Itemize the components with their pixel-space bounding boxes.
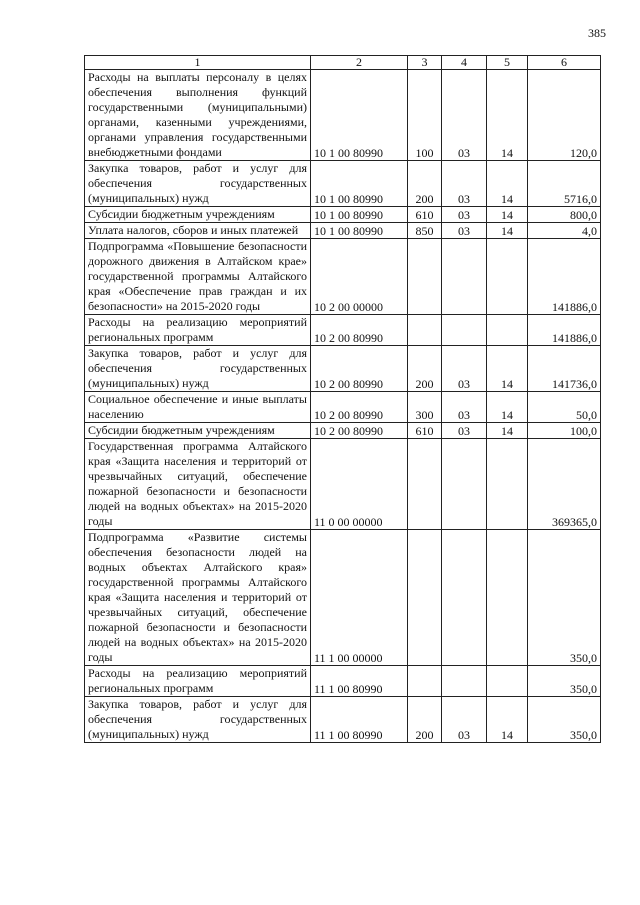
row-amount: 350,0: [528, 697, 601, 743]
row-name: Расходы на реализацию мероприятий региональных программ: [85, 315, 311, 346]
row-expense-type: [408, 439, 442, 530]
table-row: [85, 207, 601, 223]
row-subsection: 14: [487, 161, 528, 207]
header-col-3: 3: [408, 56, 442, 70]
row-name: Подпрограмма «Повышение безопасности дорожного движения в Алтайском крае» государственной программы Алтайского края «Обеспечение прав граждан и их безопасности» на 2015-2020 годы: [85, 239, 311, 315]
row-amount: 5716,0: [528, 161, 601, 207]
row-code: 10 1 00 80990: [311, 70, 408, 161]
row-code: 10 1 00 80990: [311, 207, 408, 223]
table-row: [85, 697, 601, 743]
row-expense-type: 200: [408, 697, 442, 743]
row-section: [442, 439, 487, 530]
table-row: [85, 315, 601, 346]
row-code: 10 2 00 00000: [311, 239, 408, 315]
row-expense-type: 850: [408, 223, 442, 239]
row-amount: 120,0: [528, 70, 601, 161]
header-col-5: 5: [487, 56, 528, 70]
table-row: [85, 239, 601, 315]
row-section: 03: [442, 207, 487, 223]
row-subsection: 14: [487, 207, 528, 223]
row-amount: 141886,0: [528, 315, 601, 346]
row-code: 10 1 00 80990: [311, 223, 408, 239]
row-name: Уплата налогов, сборов и иных платежей: [85, 223, 311, 239]
row-expense-type: [408, 530, 442, 666]
table-row: [85, 423, 601, 439]
table-row: [85, 346, 601, 392]
row-amount: 800,0: [528, 207, 601, 223]
row-subsection: [487, 239, 528, 315]
table-row: [85, 392, 601, 423]
row-expense-type: 610: [408, 423, 442, 439]
row-amount: 141886,0: [528, 239, 601, 315]
row-subsection: 14: [487, 423, 528, 439]
row-subsection: 14: [487, 346, 528, 392]
row-code: 10 2 00 80990: [311, 315, 408, 346]
row-code: 10 1 00 80990: [311, 161, 408, 207]
row-section: 03: [442, 161, 487, 207]
row-amount: 141736,0: [528, 346, 601, 392]
row-subsection: [487, 315, 528, 346]
table-row: [85, 666, 601, 697]
row-amount: 350,0: [528, 530, 601, 666]
header-col-4: 4: [442, 56, 487, 70]
row-section: [442, 315, 487, 346]
row-section: 03: [442, 697, 487, 743]
table-row: [85, 70, 601, 161]
row-code: 10 2 00 80990: [311, 346, 408, 392]
row-subsection: 14: [487, 70, 528, 161]
table-row: [85, 223, 601, 239]
row-expense-type: 100: [408, 70, 442, 161]
row-subsection: [487, 439, 528, 530]
row-section: 03: [442, 392, 487, 423]
row-section: 03: [442, 223, 487, 239]
row-section: [442, 530, 487, 666]
row-name: Расходы на реализацию мероприятий региональных программ: [85, 666, 311, 697]
row-expense-type: 300: [408, 392, 442, 423]
page-number: 385: [588, 26, 606, 40]
table-row: [85, 530, 601, 666]
row-name: Социальное обеспечение и иные выплаты населению: [85, 392, 311, 423]
budget-table: [84, 55, 601, 743]
row-amount: 4,0: [528, 223, 601, 239]
row-expense-type: [408, 666, 442, 697]
row-subsection: 14: [487, 223, 528, 239]
row-name: Закупка товаров, работ и услуг для обеспечения государственных (муниципальных) нужд: [85, 697, 311, 743]
table-header-row: [85, 56, 601, 70]
row-subsection: 14: [487, 697, 528, 743]
row-name: Закупка товаров, работ и услуг для обеспечения государственных (муниципальных) нужд: [85, 161, 311, 207]
table-row: [85, 439, 601, 530]
header-col-6: 6: [528, 56, 601, 70]
row-amount: 50,0: [528, 392, 601, 423]
row-code: 11 1 00 00000: [311, 530, 408, 666]
row-expense-type: [408, 315, 442, 346]
row-name: Расходы на выплаты персоналу в целях обеспечения выполнения функций государственными (муниципальными) органами, казенными учреждениями, органами управления государственными внебюджетными фондами: [85, 70, 311, 161]
row-section: 03: [442, 346, 487, 392]
row-name: Субсидии бюджетным учреждениям: [85, 423, 311, 439]
row-expense-type: [408, 239, 442, 315]
row-amount: 350,0: [528, 666, 601, 697]
row-code: 10 2 00 80990: [311, 392, 408, 423]
row-code: 10 2 00 80990: [311, 423, 408, 439]
row-name: Подпрограмма «Развитие системы обеспечения безопасности людей на водных объектах Алтайского края» государственной программы Алтайского края «Защита населения и территорий от чрезвычайных ситуаций, обеспечение пожарной безопасности и безопасности людей на водных объектах» на 2015-2020 годы: [85, 530, 311, 666]
row-code: 11 1 00 80990: [311, 666, 408, 697]
header-col-1: 1: [85, 56, 311, 70]
row-amount: 100,0: [528, 423, 601, 439]
row-section: 03: [442, 70, 487, 161]
row-name: Государственная программа Алтайского края «Защита населения и территорий от чрезвычайных ситуаций, обеспечение пожарной безопасности и безопасности людей на водных объектах» на 2015-2020 годы: [85, 439, 311, 530]
row-section: 03: [442, 423, 487, 439]
row-amount: 369365,0: [528, 439, 601, 530]
row-subsection: 14: [487, 392, 528, 423]
row-subsection: [487, 530, 528, 666]
row-code: 11 0 00 00000: [311, 439, 408, 530]
row-name: Закупка товаров, работ и услуг для обеспечения государственных (муниципальных) нужд: [85, 346, 311, 392]
row-expense-type: 200: [408, 346, 442, 392]
row-section: [442, 666, 487, 697]
header-col-2: 2: [311, 56, 408, 70]
row-subsection: [487, 666, 528, 697]
row-expense-type: 610: [408, 207, 442, 223]
row-name: Субсидии бюджетным учреждениям: [85, 207, 311, 223]
row-section: [442, 239, 487, 315]
row-code: 11 1 00 80990: [311, 697, 408, 743]
row-expense-type: 200: [408, 161, 442, 207]
table-row: [85, 161, 601, 207]
